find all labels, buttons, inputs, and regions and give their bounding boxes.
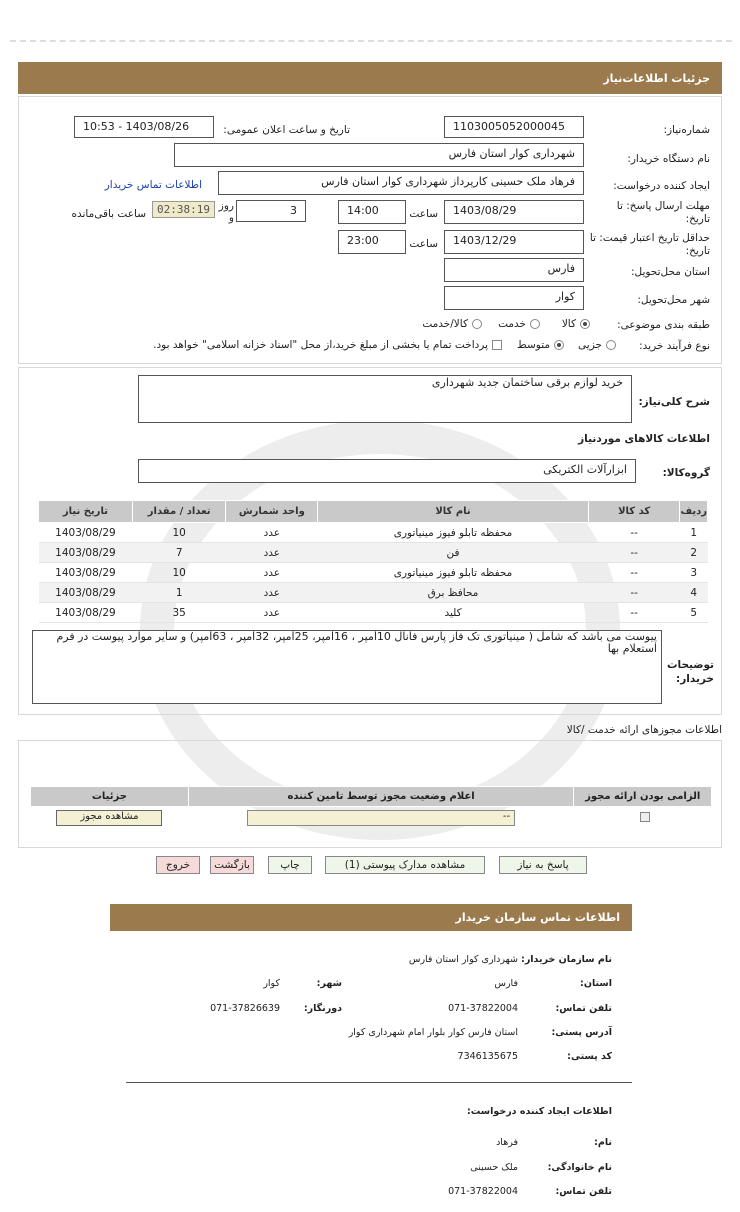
- deadline-time-field: 14:00: [338, 200, 406, 224]
- cell-date: 1403/08/29: [39, 603, 133, 623]
- goods-table: [38, 500, 708, 623]
- city-field: کوار: [444, 286, 584, 310]
- table-row: [39, 563, 708, 583]
- cell-code: --: [588, 563, 680, 583]
- contact-fax-label: دورنگار:: [303, 1003, 342, 1014]
- print-button[interactable]: چاپ: [268, 856, 312, 874]
- contact-section-title: اطلاعات تماس سازمان خریدار: [110, 904, 632, 931]
- remaining-label: ساعت باقی‌مانده: [71, 208, 146, 220]
- deadline-date-field: 1403/08/29: [444, 200, 584, 224]
- reply-button[interactable]: پاسخ به نیاز: [499, 856, 587, 874]
- deadline-time-label: ساعت: [409, 208, 438, 220]
- announce-date-label: تاریخ و ساعت اعلان عمومی:: [223, 124, 350, 136]
- col-name: نام کالا: [318, 501, 589, 523]
- cell-code: --: [588, 543, 680, 563]
- goods-group-label: گروه‌کالا:: [662, 467, 710, 479]
- contact-city-value: کوار: [263, 978, 280, 989]
- general-description-field: خرید لوازم برقی ساختمان جدید شهرداری: [138, 375, 632, 423]
- cell-name: فن: [318, 543, 589, 563]
- view-permit-button[interactable]: مشاهده مجوز: [56, 810, 162, 826]
- cell-unit: عدد: [226, 523, 318, 543]
- category-option-goods[interactable]: کالا: [562, 318, 590, 330]
- page-title: جزئیات اطلاعات‌نیاز: [18, 62, 722, 94]
- creator-phone-label: تلفن تماس:: [555, 1186, 612, 1197]
- cell-date: 1403/08/29: [39, 583, 133, 603]
- cell-name: محفظه تابلو فیوز مینیاتوری: [318, 523, 589, 543]
- validity-time-field: 23:00: [338, 230, 406, 254]
- category-option-both[interactable]: کالا/خدمت: [422, 318, 482, 330]
- cell-unit: عدد: [226, 583, 318, 603]
- creator-phone-value: 071-37822004: [448, 1186, 518, 1197]
- permit-required-header: الزامی بودن ارائه مجوز: [574, 787, 712, 807]
- cell-code: --: [588, 583, 680, 603]
- process-label: نوع فرآیند خرید:: [639, 340, 710, 352]
- cell-name: محافظ برق: [318, 583, 589, 603]
- top-divider: [10, 40, 732, 42]
- creator-field: فرهاد ملک حسینی کارپرداز شهرداری کوار استان فارس: [218, 171, 584, 195]
- permit-status-header: اعلام وضعیت مجوز توسط تامین کننده: [188, 787, 574, 807]
- validity-date-field: 1403/12/29: [444, 230, 584, 254]
- permit-details-cell: [31, 807, 189, 829]
- goods-table-header: [39, 501, 708, 523]
- col-date: تاریخ نیاز: [39, 501, 133, 523]
- col-unit: واحد شمارش: [226, 501, 318, 523]
- contact-province-label: استان:: [580, 978, 612, 989]
- goods-group-field: ابزارآلات الکتریکی: [138, 459, 636, 483]
- cell-row: 5: [680, 603, 708, 623]
- table-row: [39, 603, 708, 623]
- need-number-label: شماره‌نیاز:: [663, 124, 710, 136]
- city-label: شهر محل‌تحویل:: [637, 294, 710, 306]
- col-qty: تعداد / مقدار: [132, 501, 226, 523]
- creator-info-title: اطلاعات ایجاد کننده درخواست:: [466, 1106, 612, 1117]
- deadline-label: مهلت ارسال پاسخ: تا تاریخ:: [616, 200, 710, 225]
- buyer-contact-link[interactable]: اطلاعات تماس خریدار: [104, 179, 202, 191]
- permit-required-cell: [574, 807, 712, 829]
- buyer-notes-label: توضیحات خریدار:: [666, 659, 714, 685]
- col-row: ردیف: [680, 501, 708, 523]
- cell-row: 1: [680, 523, 708, 543]
- cell-row: 4: [680, 583, 708, 603]
- cell-unit: عدد: [226, 563, 318, 583]
- org-name-label: نام سازمان خریدار:: [521, 954, 612, 965]
- cell-row: 3: [680, 563, 708, 583]
- announce-date-field: 1403/08/26 - 10:53: [74, 116, 214, 138]
- cell-unit: عدد: [226, 603, 318, 623]
- cell-code: --: [588, 523, 680, 543]
- remaining-timer: 02:38:19: [152, 201, 215, 218]
- goods-info-title: اطلاعات کالاهای موردنیاز: [578, 433, 710, 445]
- province-field: فارس: [444, 258, 584, 282]
- exit-button[interactable]: خروج: [156, 856, 200, 874]
- table-row: [39, 543, 708, 563]
- buyer-org-field: شهرداری کوار استان فارس: [174, 143, 584, 167]
- col-code: کد کالا: [588, 501, 680, 523]
- cell-code: --: [588, 603, 680, 623]
- creator-family-label: نام خانوادگی:: [547, 1162, 612, 1173]
- cell-name: کلید: [318, 603, 589, 623]
- contact-city-label: شهر:: [316, 978, 342, 989]
- cell-date: 1403/08/29: [39, 523, 133, 543]
- permits-table: [30, 786, 712, 829]
- contact-phone-label: تلفن تماس:: [555, 1003, 612, 1014]
- validity-label: حداقل تاریخ اعتبار قیمت: تا تاریخ:: [589, 232, 710, 257]
- table-row: [39, 583, 708, 603]
- buyer-org-label: نام دستگاه خریدار:: [627, 153, 710, 165]
- need-number-field: 1103005052000045: [444, 116, 584, 138]
- permit-status-cell: [188, 807, 574, 829]
- permit-required-checkbox[interactable]: [640, 812, 650, 822]
- creator-label: ایجاد کننده درخواست:: [613, 180, 710, 192]
- creator-family-value: ملک حسینی: [470, 1162, 518, 1173]
- category-option-service[interactable]: خدمت: [498, 318, 540, 330]
- process-option-medium[interactable]: متوسط: [517, 339, 564, 351]
- general-description-label: شرح کلی‌نیاز:: [638, 396, 710, 408]
- province-label: استان محل‌تحویل:: [630, 266, 710, 278]
- contact-divider: [126, 1082, 632, 1083]
- postal-address-value: استان فارس کوار بلوار امام شهرداری کوار: [348, 1027, 518, 1038]
- org-name-value: شهرداری کوار استان فارس: [408, 954, 518, 965]
- back-button[interactable]: بازگشت: [210, 856, 254, 874]
- postal-code-value: 7346135675: [457, 1051, 518, 1062]
- cell-unit: عدد: [226, 543, 318, 563]
- days-label: روز و: [218, 200, 234, 224]
- cell-row: 2: [680, 543, 708, 563]
- cell-qty: 35: [132, 603, 226, 623]
- cell-name: محفظه تابلو فیوز مینیاتوری: [318, 563, 589, 583]
- view-attachments-button[interactable]: مشاهده مدارک پیوستی (1): [325, 856, 485, 874]
- cell-qty: 1: [132, 583, 226, 603]
- process-option-minor[interactable]: جزیی: [578, 339, 616, 351]
- days-remaining-field: 3: [236, 200, 306, 222]
- contact-phone-value: 071-37822004: [448, 1003, 518, 1014]
- cell-qty: 7: [132, 543, 226, 563]
- table-row: [39, 523, 708, 543]
- permits-title: اطلاعات مجوزهای ارائه خدمت /کالا: [566, 724, 722, 736]
- contact-province-value: فارس: [494, 978, 518, 989]
- permit-status-field[interactable]: --: [247, 810, 515, 826]
- contact-fax-value: 071-37826639: [210, 1003, 280, 1014]
- validity-time-label: ساعت: [409, 238, 438, 250]
- creator-name-label: نام:: [594, 1137, 612, 1148]
- cell-qty: 10: [132, 523, 226, 543]
- postal-code-label: کد پستی:: [567, 1051, 612, 1062]
- category-label: طبقه بندی موضوعی:: [617, 319, 710, 331]
- treasury-payment-option[interactable]: پرداخت تمام یا بخشی از مبلغ خرید،از محل "اسناد خزانه اسلامی" خواهد بود.: [153, 339, 502, 351]
- cell-qty: 10: [132, 563, 226, 583]
- creator-name-value: فرهاد: [496, 1137, 518, 1148]
- buyer-notes-field: پیوست می باشد که شامل ( مینیاتوری تک فاز پارس فانال 10آمپر ، 16آمپر، 25آمپر، 32آمپر ، 63آمپر) و سایر موارد پیوست در فرم استعلام بها: [32, 630, 662, 704]
- postal-address-label: آدرس پستی:: [551, 1027, 612, 1038]
- cell-date: 1403/08/29: [39, 543, 133, 563]
- permit-details-header: جزئیات: [31, 787, 189, 807]
- cell-date: 1403/08/29: [39, 563, 133, 583]
